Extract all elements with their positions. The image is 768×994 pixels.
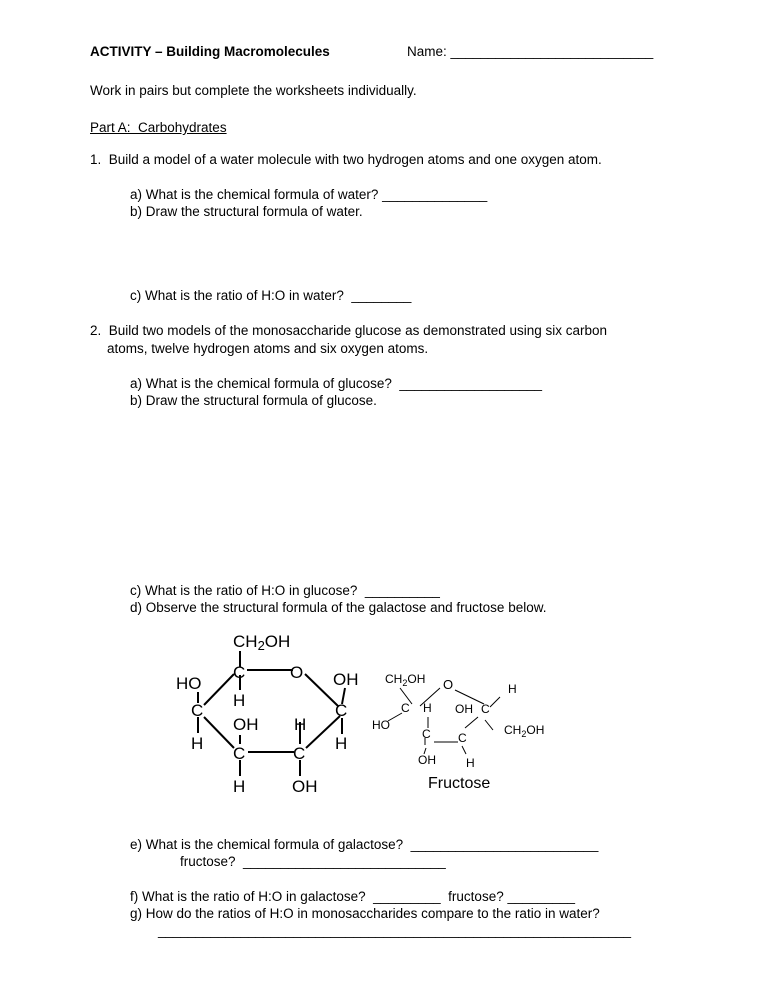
fructose-oh-c4: OH [455,702,473,716]
intro-text: Work in pairs but complete the worksheets individually. [90,83,417,98]
question-2g: g) How do the ratios of H:O in monosaccharides compare to the ratio in water? [130,906,600,921]
fructose-ch2oh-top: $CH_2OH$ [385,672,426,688]
galactose-oh-inner: OH [233,715,259,734]
fructose-c2: C [401,701,410,715]
question-2-line-2: atoms, twelve hydrogen atoms and six oxygen atoms. [107,341,429,356]
question-2-line-1: 2. Build two models of the monosaccharide glucose as demonstrated using six carbon [90,323,608,338]
question-1b: b) Draw the structural formula of water. [130,204,363,219]
question-1: 1. Build a model of a water molecule with two hydrogen atoms and one oxygen atom. [90,152,602,167]
galactose-h-inner: H [233,691,246,710]
question-2g-answer-line: _______________________________________________________________ [158,923,632,938]
galactose-oh-bottom: OH [292,777,318,796]
question-2d: d) Observe the structural formula of the galactose and fructose below. [130,600,547,615]
fructose-oh-bottom: OH [418,753,436,767]
question-2a: a) What is the chemical formula of glucose? ___________________ [130,376,543,391]
galactose-oh-right: OH [333,670,359,689]
galactose-ho: HO [176,674,202,693]
galactose-h-bottom: H [233,777,246,796]
fructose-ho: HO [372,718,390,732]
galactose-c1: C [233,663,246,682]
galactose-h-inner-right: H [294,715,307,734]
worksheet-title: ACTIVITY – Building Macromolecules [90,44,330,59]
question-2e-fructose: fructose? ___________________________ [180,854,446,869]
galactose-c-right: C [335,701,348,720]
question-2e-galactose: e) What is the chemical formula of galactose? _________________________ [130,837,599,852]
question-2c: c) What is the ratio of H:O in glucose? __________ [130,583,440,598]
galactose-c-bottom-left: C [233,744,246,763]
fructose-ch2oh-right: $CH_2OH$ [504,723,545,739]
galactose-c-bottom-right: C [293,744,306,763]
fructose-h-bottom: H [466,756,475,770]
galactose-ring-o: O [290,663,304,682]
galactose-h-right: H [335,734,348,753]
fructose-c3: C [422,727,431,741]
question-2b: b) Draw the structural formula of glucose. [130,393,377,408]
question-1c: c) What is the ratio of H:O in water? ________ [130,288,412,303]
fructose-c5: C [481,702,490,716]
fructose-ring-o: O [443,677,454,692]
fructose-c4: C [458,731,467,745]
galactose-ch2oh: CH2OH [233,632,291,653]
name-field-label: Name: ___________________________ [407,44,654,59]
galactose-h-left: H [191,734,204,753]
fructose-h-top: H [508,682,517,696]
part-a-heading: Part A: Carbohydrates [90,120,227,135]
question-1a: a) What is the chemical formula of water? ______________ [130,187,488,202]
fructose-label: Fructose [428,775,491,792]
question-2f: f) What is the ratio of H:O in galactose? _________ fructose? _________ [130,889,576,904]
galactose-c-left: C [191,701,204,720]
fructose-h-c3: H [423,701,432,715]
